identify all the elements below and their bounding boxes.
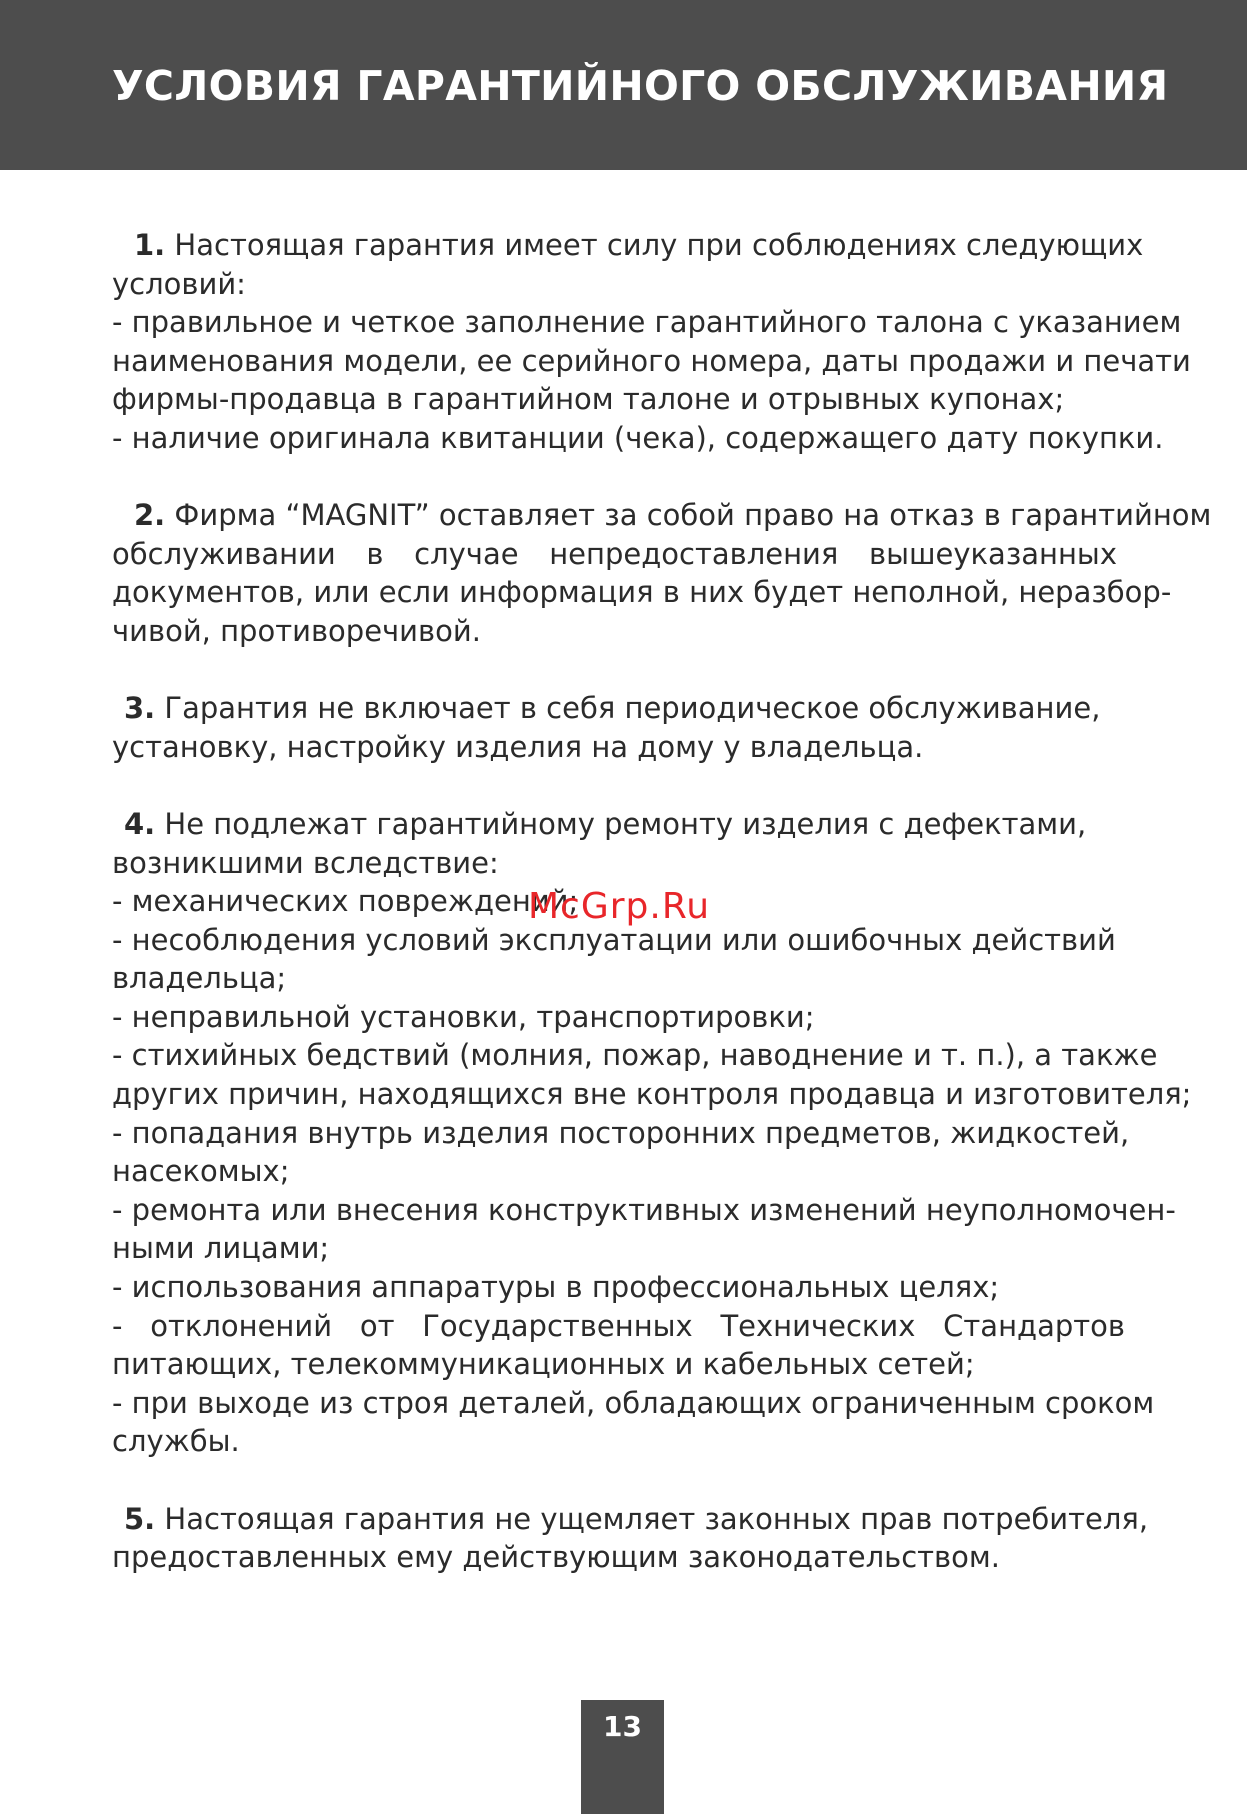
- section-5: [112, 1500, 1172, 1577]
- section-text-line: - отклонений от Государственных Технических Стандартов: [112, 1308, 1125, 1343]
- section-number: 3.: [124, 691, 156, 726]
- section-text-line: Настоящая гарантия имеет силу при соблюдениях следующих: [174, 228, 1144, 262]
- section-text-line: владельца;: [112, 961, 287, 996]
- section-text-line: Фирма “MAGNIT” оставляет за собой право на отказ в гарантийном: [174, 498, 1212, 533]
- section-number: 1.: [134, 228, 166, 262]
- section-text-line: насекомых;: [112, 1154, 290, 1189]
- section-text-line: питающих, телекоммуникационных и кабельных сетей;: [112, 1347, 975, 1382]
- section-text-line: установку, настройку изделия на дому у владельца.: [112, 729, 924, 764]
- section-text-line: других причин, находящихся вне контроля продавца и изготовителя;: [112, 1077, 1192, 1112]
- page-number: 13: [603, 1710, 642, 1743]
- section-text-line: фирмы-продавца в гарантийном талоне и отрывных купонах;: [112, 382, 1065, 417]
- section-text-line: - наличие оригинала квитанции (чека), содержащего дату покупки.: [112, 420, 1164, 455]
- section-3: [112, 689, 1172, 766]
- section-text-line: Гарантия не включает в себя периодическое обслуживание,: [164, 691, 1101, 726]
- header-band: [0, 0, 1247, 170]
- watermark-text: McGrp.Ru: [528, 886, 711, 927]
- section-text-line: ными лицами;: [112, 1231, 330, 1266]
- section-text-line: - использования аппаратуры в профессиональных целях;: [112, 1270, 1000, 1305]
- section-number: 4.: [124, 806, 156, 841]
- section-text-line: Настоящая гарантия не ущемляет законных прав потребителя,: [164, 1501, 1149, 1536]
- section-text-line: предоставленных ему действующим законодательством.: [112, 1540, 1000, 1575]
- section-text-line: - несоблюдения условий эксплуатации или ошибочных действий: [112, 922, 1116, 957]
- section-text-line: - ремонта или внесения конструктивных изменений неуполномочен-: [112, 1192, 1176, 1227]
- page-number-box: [581, 1700, 664, 1814]
- section-text-line: - механических повреждений;: [112, 884, 579, 919]
- page-title: УСЛОВИЯ ГАРАНТИЙНОГО ОБСЛУЖИВАНИЯ: [112, 62, 1169, 110]
- section-text-line: документов, или если информация в них будет неполной, неразбор-: [112, 575, 1172, 610]
- section-text-line: - попадания внутрь изделия посторонних предметов, жидкостей,: [112, 1115, 1130, 1150]
- section-2: [112, 496, 1212, 650]
- section-number: 5.: [124, 1501, 156, 1536]
- section-text-line: наименования модели, ее серийного номера, даты продажи и печати: [112, 343, 1191, 378]
- section-text-line: обслуживании в случае непредоставления вышеуказанных: [112, 536, 1117, 571]
- section-text-line: возникшими вследствие:: [112, 845, 499, 880]
- section-number: 2.: [134, 498, 166, 533]
- section-text-line: службы.: [112, 1424, 240, 1459]
- section-text-line: - стихийных бедствий (молния, пожар, наводнение и т. п.), а также: [112, 1038, 1158, 1073]
- section-text-line: - правильное и четкое заполнение гарантийного талона с указанием: [112, 305, 1182, 340]
- section-text-line: - неправильной установки, транспортировки;: [112, 999, 815, 1034]
- section-text-line: - при выходе из строя деталей, обладающих ограниченным сроком: [112, 1385, 1155, 1420]
- section-1: [112, 226, 1191, 458]
- section-text-line: Не подлежат гарантийному ремонту изделия с дефектами,: [164, 806, 1087, 841]
- section-text-line: условий:: [112, 266, 246, 301]
- section-text-line: чивой, противоречивой.: [112, 613, 481, 648]
